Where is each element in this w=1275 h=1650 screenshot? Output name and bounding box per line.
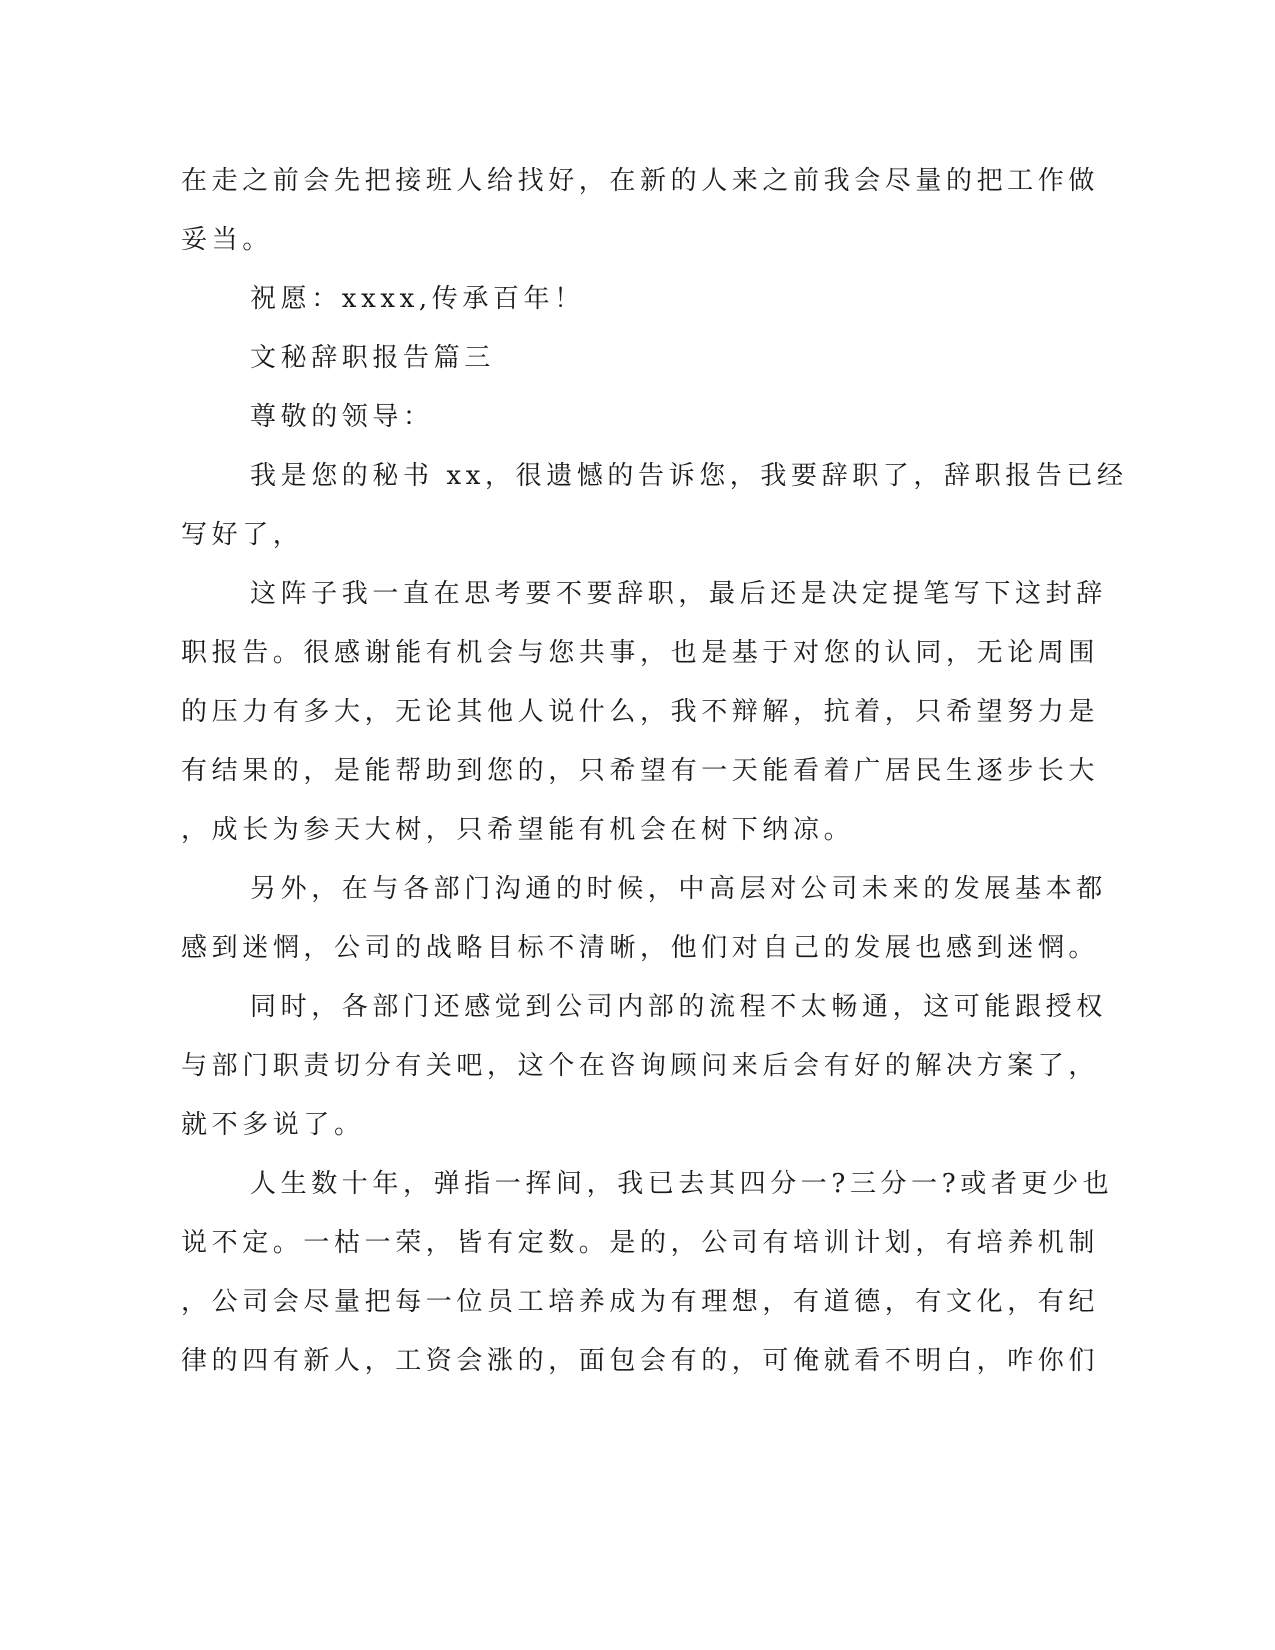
text-line: 说不定。一枯一荣，皆有定数。是的，公司有培训计划，有培养机制 bbox=[181, 1228, 1100, 1258]
text-line: 这阵子我一直在思考要不要辞职，最后还是决定提笔写下这封辞 bbox=[250, 579, 1107, 609]
text-line: 同时，各部门还感觉到公司内部的流程不太畅通，这可能跟授权 bbox=[250, 992, 1107, 1022]
text-line: 感到迷惘，公司的战略目标不清晰，他们对自己的发展也感到迷惘。 bbox=[181, 933, 1100, 963]
salutation: 尊敬的领导： bbox=[250, 402, 434, 432]
text-line: 职报告。很感谢能有机会与您共事，也是基于对您的认同，无论周围 bbox=[181, 638, 1100, 668]
text-line: 就不多说了。 bbox=[181, 1110, 365, 1140]
text-line: 与部门职责切分有关吧，这个在咨询顾问来后会有好的解决方案了， bbox=[181, 1051, 1100, 1081]
text-line: 律的四有新人，工资会涨的，面包会有的，可俺就看不明白，咋你们 bbox=[181, 1346, 1100, 1376]
section-heading: 文秘辞职报告篇三 bbox=[250, 343, 495, 373]
text-line: 在走之前会先把接班人给找好，在新的人来之前我会尽量的把工作做 bbox=[181, 166, 1100, 196]
text-line: 写好了， bbox=[181, 520, 304, 550]
text-line: 妥当。 bbox=[181, 225, 273, 255]
text-line: 祝愿：xxxx,传承百年！ bbox=[250, 284, 585, 314]
text-line: 的压力有多大，无论其他人说什么，我不辩解，抗着，只希望努力是 bbox=[181, 697, 1100, 727]
text-line: 我是您的秘书 xx，很遗憾的告诉您，我要辞职了，辞职报告已经 bbox=[250, 461, 1128, 491]
text-line: 有结果的，是能帮助到您的，只希望有一天能看着广居民生逐步长大 bbox=[181, 756, 1100, 786]
text-line: ，公司会尽量把每一位员工培养成为有理想，有道德，有文化，有纪 bbox=[181, 1287, 1100, 1317]
text-line: ，成长为参天大树，只希望能有机会在树下纳凉。 bbox=[181, 815, 855, 845]
text-line: 另外，在与各部门沟通的时候，中高层对公司未来的发展基本都 bbox=[250, 874, 1107, 904]
text-line: 人生数十年，弹指一挥间，我已去其四分一?三分一?或者更少也 bbox=[250, 1169, 1114, 1199]
